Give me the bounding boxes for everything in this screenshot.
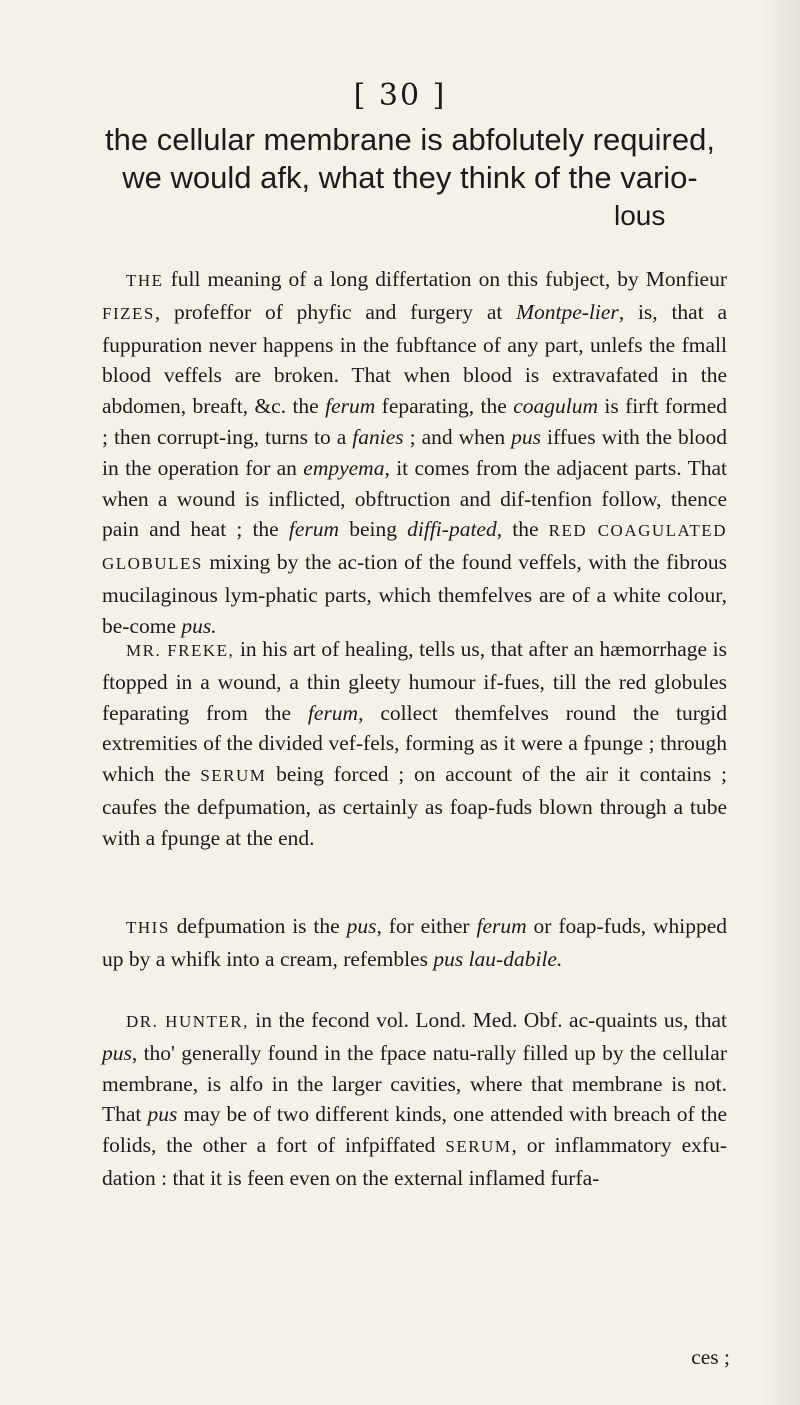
lead-word: THE <box>126 271 164 290</box>
paragraph-despumation: THIS defpumation is the pus, for either ferum or foap-fuds, whipped up by a whifk into a cream, refembles pus lau-dabile. <box>102 914 728 971</box>
catchword: ces ; <box>691 1345 730 1369</box>
heading-line-1: the cellular membrane is abfolutely required, <box>105 122 715 157</box>
paragraph-freke: MR. FREKE, in his art of healing, tells us, that after an hæmorrhage is ftopped in a wound, a thin gleety humour if-fues, till the red globules feparating from the ferum, collect themfelves round the turgid extremities of the divided vef-fels, forming as it were a fpunge ; through which the SERUM being forced ; on account of the air it contains ; caufes the defpumation, as certainly as foap-fuds blown through a tube with a fpunge at the end. <box>102 637 728 850</box>
author-name: FIZES <box>102 303 155 323</box>
paragraph-fizes: THE full meaning of a long differtation on this fubject, by Monfieur FIZES, profeffor of phyfic and furgery at Montpe-lier, is, that a fuppuration never happens in the fubftance of any part, unlefs the fmall blood veffels are broken. That when blood is extravafated in the abdomen, breaft, &c. the ferum feparating, the coagulum is firft formed ; then corrupt-ing, turns to a fanies ; and when pus iffues with the blood in the operation for an empyema, it comes from the adjacent parts. That when a wound is inflicted, obftruction and dif-tenfion follow, thence pain and heat ; the ferum being diffi-pated, the RED COAGULATED GLOBULES mixing by the ac-tion of the found veffels, with the fibrous mucilaginous lym-phatic parts, which themfelves are of a white colour, be-come pus. <box>102 267 728 638</box>
paragraph-hunter: DR. HUNTER, in the fecond vol. Lond. Med. Obf. ac-quaints us, that pus, tho' generally found in the fpace natu-rally filled up by the cellular membrane, is alfo in the larger cavities, where that membrane is not. That pus may be of two different kinds, one attended with breach of the folids, the other a fort of infpiffated SERUM, or inflammatory exfu-dation : that it is feen even on the external inflamed furfa- <box>102 1008 727 1190</box>
page-number: [ 30 ] <box>353 78 447 113</box>
heading-line-3: lous <box>614 200 666 231</box>
lead-word: THIS <box>126 918 170 937</box>
heading-line-2: we would afk, what they think of the vario- <box>122 160 698 195</box>
lead-word: MR. FREKE, <box>126 641 235 660</box>
page-edge-shadow <box>760 0 800 1405</box>
lead-word: DR. HUNTER, <box>126 1012 249 1031</box>
